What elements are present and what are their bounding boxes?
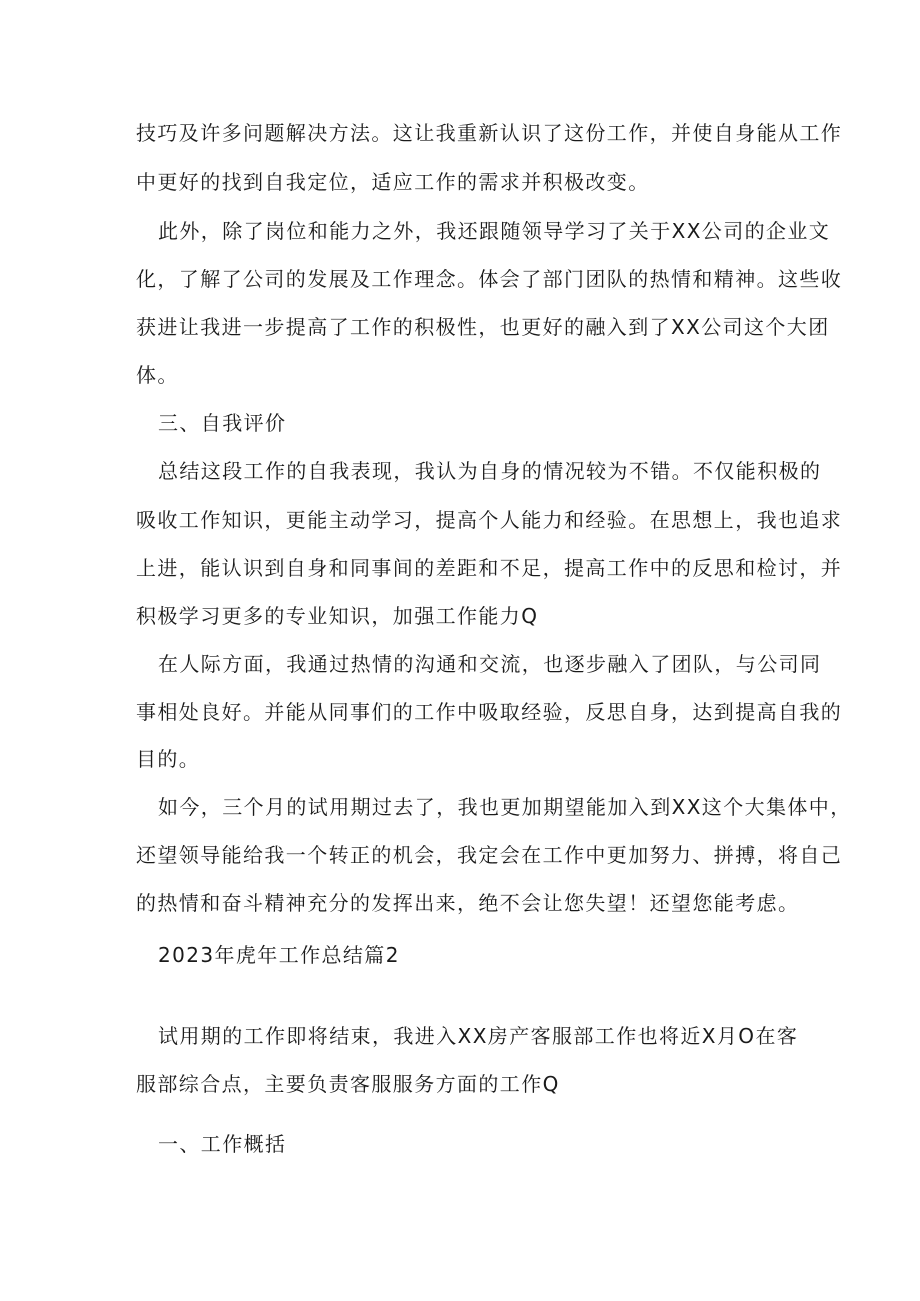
paragraph-line: 还望领导能给我一个转正的机会，我定会在工作中更加努力、拼搏，将自己: [136, 843, 843, 867]
paragraph-line: 服部综合点，主要负责客服服务方面的工作Q: [136, 1072, 560, 1096]
paragraph-line: 的热情和奋斗精神充分的发挥出来，绝不会让您失望！还望您能考虑。: [136, 891, 800, 915]
paragraph-line: 总结这段工作的自我表现，我认为自身的情况较为不错。不仅能积极的: [158, 459, 822, 483]
paragraph-line: 试用期的工作即将结束，我进入XX房产客服部工作也将近X月O在客: [158, 1024, 799, 1048]
paragraph-line: 中更好的找到自我定位，适应工作的需求并积极改变。: [136, 170, 650, 194]
paragraph-line: 体。: [136, 363, 179, 387]
paragraph-line: 在人际方面，我通过热情的沟通和交流，也逐步融入了团队，与公司同: [158, 652, 822, 676]
paragraph-line: 此外，除了岗位和能力之外，我还跟随领导学习了关于XX公司的企业文: [158, 219, 831, 243]
paragraph-line: 事相处良好。并能从同事们的工作中吸取经验，反思自身，达到提高自我的: [136, 700, 843, 724]
section-heading: 三、自我评价: [158, 411, 287, 435]
paragraph-line: 上进，能认识到自身和同事间的差距和不足，提高工作中的反思和检讨，并: [136, 556, 843, 580]
paragraph-line: 技巧及许多问题解决方法。这让我重新认识了这份工作，并使自身能从工作: [136, 121, 843, 145]
paragraph-line: 获进让我进一步提高了工作的积极性，也更好的融入到了XX公司这个大团: [136, 315, 830, 339]
paragraph-line: 目的。: [136, 747, 201, 771]
article-title: 2023年虎年工作总结篇2: [158, 943, 400, 967]
paragraph-line: 化，了解了公司的发展及工作理念。体会了部门团队的热情和精神。这些收: [136, 267, 843, 291]
paragraph-line: 如今，三个月的试用期过去了，我也更加期望能加入到XX这个大集体中，: [158, 795, 852, 819]
paragraph-line: 积极学习更多的专业知识，加强工作能力Q: [136, 604, 539, 628]
section-heading: 一、工作概括: [158, 1132, 287, 1156]
paragraph-line: 吸收工作知识，更能主动学习，提高个人能力和经验。在思想上，我也追求: [136, 508, 843, 532]
